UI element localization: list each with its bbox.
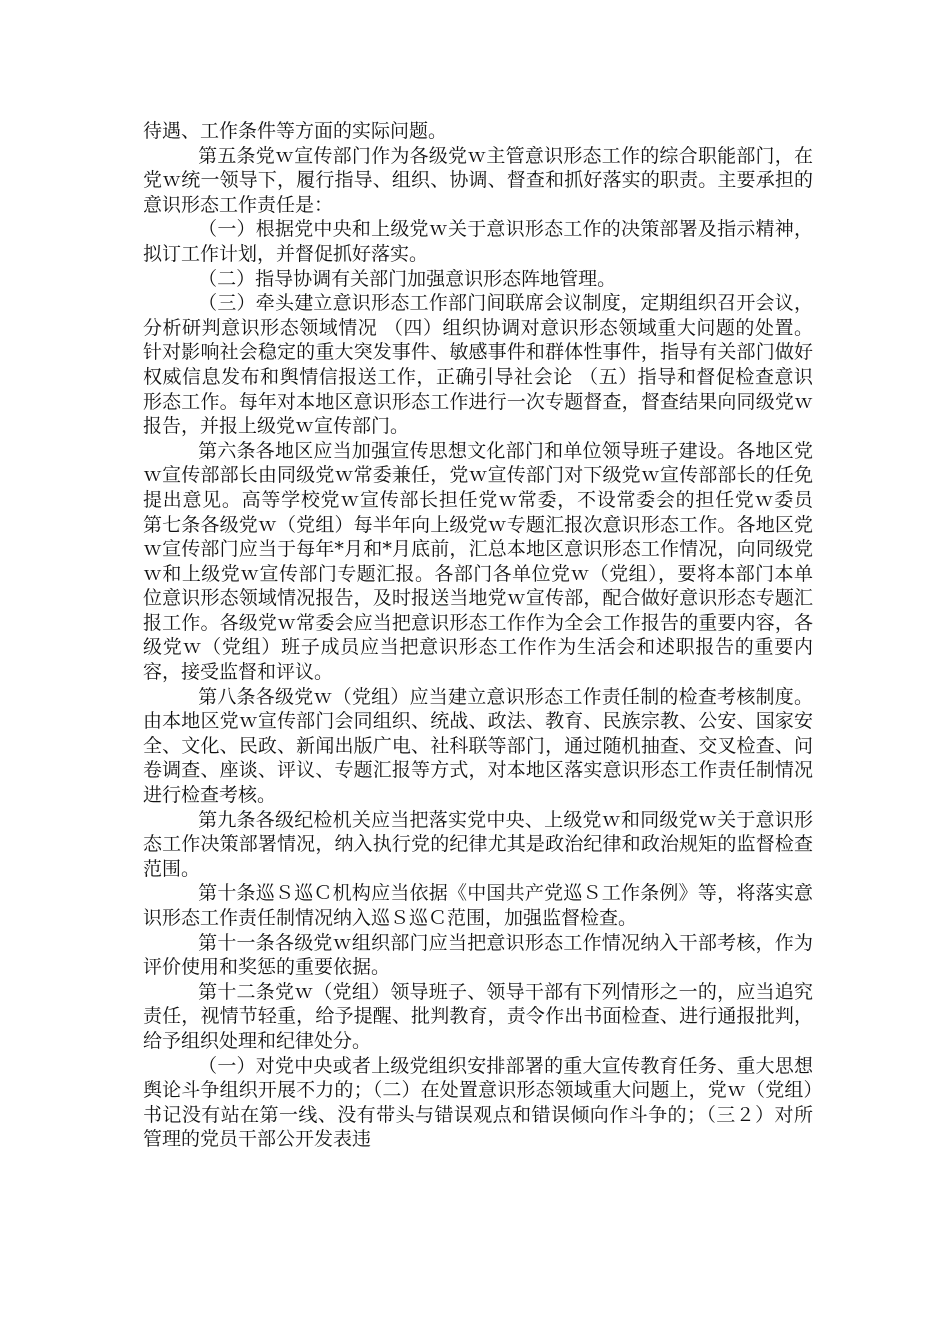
paragraph-item-3: （三）牵头建立意识形态工作部门间联席会议制度，定期组织召开会议，分析研判意识形态领域情况 （四）组织协调对意识形态领域重大问题的处置。针对影响社会稳定的重大突发事件、敏感事件和群体性事件，指导有关部门做好权威信息发布和舆情信报送工作，正确引导社会论 （五）指导和督促检查意识形态工作。每年对本地区意识形态工作进行一次专题督查，督查结果向同级党ｗ报告，并报上级党ｗ宣传部门。 (143, 292, 813, 438)
paragraph-article-5: 第五条党ｗ宣传部门作为各级党ｗ主管意识形态工作的综合职能部门，在党ｗ统一领导下，履行指导、组织、协调、督查和抓好落实的职责。主要承担的意识形态工作责任是： (143, 144, 813, 216)
document-page (143, 119, 813, 1152)
paragraph-article-12: 第十二条党ｗ（党组）领导班子、领导干部有下列情形之一的，应当追究责任，视情节轻重，给予提醒、批判教育，责令作出书面检查、进行通报批判，给予组织处理和纪律处分。 (143, 980, 813, 1052)
paragraph-article-11: 第十一条各级党ｗ组织部门应当把意识形态工作情况纳入干部考核，作为评价使用和奖惩的重要依据。 (143, 931, 813, 979)
paragraph-article-10: 第十条巡Ｓ巡Ｃ机构应当依据《中国共产党巡Ｓ工作条例》等，将落实意识形态工作责任制情况纳入巡Ｓ巡Ｃ范围，加强监督检查。 (143, 882, 813, 929)
paragraph-item-2: （二）指导协调有关部门加强意识形态阵地管理。 (198, 267, 617, 290)
paragraph-article-8: 第八条各级党ｗ（党组）应当建立意识形态工作责任制的检查考核制度。由本地区党ｗ宣传部门会同组织、统战、政法、教育、民族宗教、公安、国家安全、文化、民政、新闻出版广电、社科联等部门，通过随机抽查、交叉检查、问卷调查、座谈、评议、专题汇报等方式，对本地区落实意识形态工作责任制情况进行检查考核。 (143, 685, 813, 807)
paragraph-item-1: （一）根据党中央和上级党ｗ关于意识形态工作的决策部署及指示精神，拟订工作计划，并督促抓好落实。 (143, 218, 813, 265)
paragraph-article-12-items: （一）对党中央或者上级党组织安排部署的重大宣传教育任务、重大思想舆论斗争组织开展不力的；（二）在处置意识形态领域重大问题上，党ｗ（党组）书记没有站在第一线、没有带头与错误观点和错误倾向作斗争的；（三２）对所管理的党员干部公开发表违 (143, 1054, 813, 1151)
paragraph-article-6: 第六条各地区应当加强宣传思想文化部门和单位领导班子建设。各地区党ｗ宣传部部长由同级党ｗ常委兼任，党ｗ宣传部门对下级党ｗ宣传部部长的任免提出意见。高等学校党ｗ宣传部长担任党ｗ常委，不设常委会的担任党ｗ委员 第七条各级党ｗ（党组）每半年向上级党ｗ专题汇报次意识形态工作。各地区党ｗ宣传部门应当于每年*月和*月底前，汇总本地区意识形态工作情况，向同级党ｗ和上级党ｗ宣传部门专题汇报。各部门各单位党ｗ（党组），要将本部门本单位意识形态领域情况报告，及时报送当地党ｗ宣传部，配合做好意识形态专题汇报工作。各级党ｗ常委会应当把意识形态工作作为全会工作报告的重要内容，各级党ｗ（党组）班子成员应当把意识形态工作作为生活会和述职报告的重要内容，接受监督和评议。 (143, 439, 813, 684)
paragraph-article-9: 第九条各级纪检机关应当把落实党中央、上级党ｗ和同级党ｗ关于意识形态工作决策部署情况，纳入执行党的纪律尤其是政治纪律和政治规矩的监督检查范围。 (143, 808, 813, 880)
paragraph-continuation: 待遇、工作条件等方面的实际问题。 (143, 120, 448, 142)
